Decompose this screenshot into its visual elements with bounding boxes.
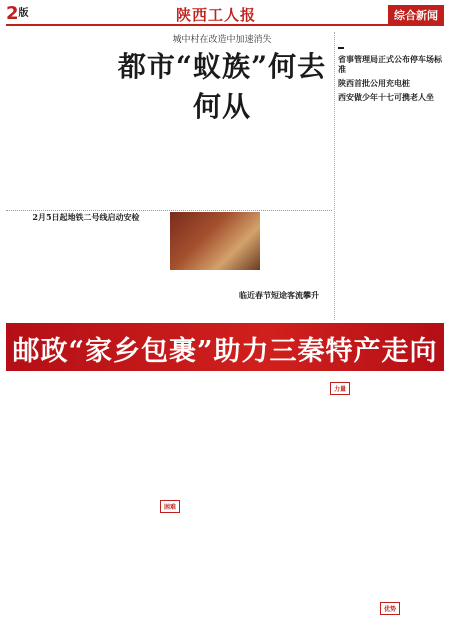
feature-tag-bottom — [380, 596, 420, 613]
feature-col-1 — [6, 376, 110, 622]
page-number-digit: 2 — [6, 3, 19, 24]
feature-tag-right-label: 力量 — [330, 382, 350, 395]
feature-col-4 — [330, 388, 444, 622]
lead-col-4 — [262, 96, 332, 216]
lead-col-2 — [114, 96, 184, 216]
section-divider — [6, 210, 332, 211]
feature-tag-mid — [160, 494, 200, 511]
feature-tag-bottom-label: 优势 — [380, 602, 400, 615]
travel-col-2 — [252, 302, 332, 320]
metro-col-3 — [114, 227, 166, 319]
newspaper-logo: 陕西工人报 — [176, 6, 257, 24]
section-title: 综合新闻 — [388, 5, 444, 25]
feature-col-3 — [222, 376, 326, 622]
column-divider — [334, 32, 335, 320]
right-column-label — [338, 47, 344, 49]
feature-tag-mid-label: 困难 — [160, 500, 180, 513]
right-head-1: 省事管理局正式公布停车场标准 — [338, 55, 442, 74]
station-photo — [170, 212, 260, 270]
travel-headline: 临近春节短途客流攀升 — [239, 290, 319, 300]
metro-headline-block — [6, 212, 166, 226]
right-head-3: 西安做少年十七可携老人坐 — [338, 93, 434, 102]
page-number — [6, 4, 29, 24]
travel-headline-block — [226, 290, 332, 302]
lead-col-5 — [262, 34, 330, 94]
metro-col-1 — [6, 227, 58, 319]
travel-col-1 — [170, 302, 250, 320]
feature-headline: 邮政“家乡包裹”助力三秦特产走向全国 — [12, 336, 438, 406]
right-column — [338, 34, 444, 320]
masthead — [6, 4, 444, 26]
page-number-suffix: 版 — [18, 8, 29, 19]
station-photo-caption — [170, 272, 260, 290]
metro-headline: 2月5日起地铁二号线启动安检 — [32, 212, 140, 222]
lead-kicker: 城中村在改造中加速消失 — [172, 35, 272, 45]
right-head-2: 陕西首批公用充电桩 — [338, 79, 410, 88]
metro-col-2 — [60, 227, 112, 319]
lead-col-3 — [188, 96, 258, 216]
lead-headline: 都市“蚁族”何去何从 — [117, 50, 327, 123]
